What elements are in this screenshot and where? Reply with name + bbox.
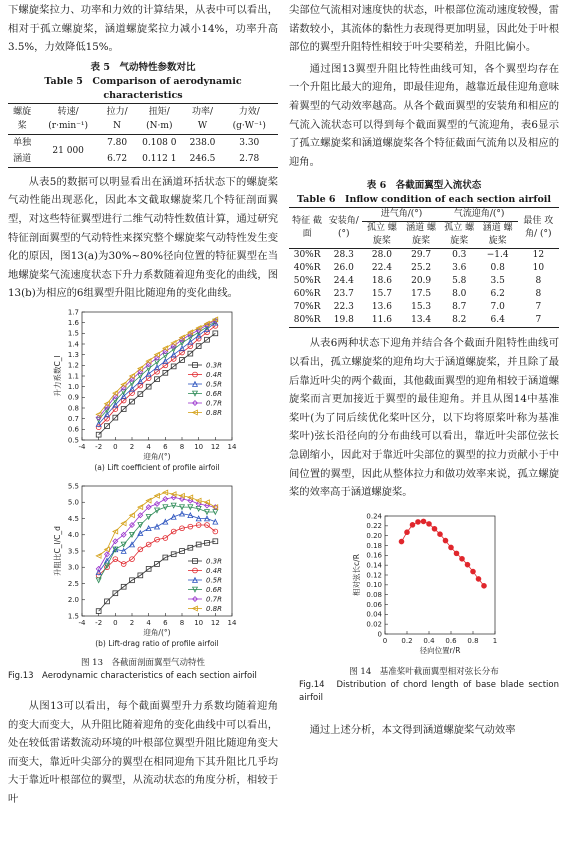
y-tick-label: 1.2 <box>67 361 79 370</box>
table-cell: 20.9 <box>411 276 432 287</box>
table-6 <box>289 179 559 328</box>
data-point <box>399 539 404 544</box>
legend-label: 0.8R <box>206 408 222 417</box>
paragraph: 通过上述分析，本文得到涵道螺旋桨气动效率 <box>309 723 516 736</box>
data-point <box>471 569 476 574</box>
data-point <box>482 583 487 588</box>
data-point <box>460 556 465 561</box>
table-cell: 70%R <box>293 302 321 313</box>
y-tick-label: 0.24 <box>366 512 382 521</box>
y-tick-label: 1.6 <box>67 319 79 328</box>
table-title-en: Table 6 Inflow condition of each section airfoil <box>297 194 551 206</box>
table-cell: 6.4 <box>490 315 505 326</box>
data-point <box>213 529 218 534</box>
table-cell: 17.5 <box>411 289 432 300</box>
table-row <box>289 288 559 301</box>
legend-label: 0.5R <box>206 576 222 585</box>
figure-caption-en: Fig.13 Aerodynamic characteristics of each section airfoil <box>8 670 257 681</box>
table-cell: 0.3 <box>452 250 467 261</box>
x-axis-label: 径向位置r/R <box>419 645 461 655</box>
data-point <box>421 519 426 524</box>
y-tick-label: 1.0 <box>67 383 79 392</box>
x-tick-label: 8 <box>179 442 185 451</box>
y-tick-label: 3.5 <box>67 547 79 556</box>
table-6-grid <box>289 207 559 328</box>
table-cell: 0.108 0 <box>142 137 177 148</box>
right-column <box>289 0 559 739</box>
x-axis-label: 迎角/(°) <box>143 451 171 461</box>
table-title-cn: 表 5 气动特性参数对比 <box>90 61 196 73</box>
table-cell: 7.80 <box>107 137 128 148</box>
y-tick-label: 5.5 <box>67 482 79 491</box>
table-5-grid <box>8 103 278 168</box>
chart-chord-distribution <box>289 510 559 660</box>
y-tick-label: 1.4 <box>67 340 79 349</box>
data-point <box>443 538 448 543</box>
chart-lift-drag-ratio <box>8 481 278 653</box>
x-tick-label: 6 <box>163 618 168 627</box>
data-point <box>438 531 443 536</box>
y-axis-label: 升阻比C_l/C_d <box>53 526 62 576</box>
data-point <box>449 545 454 550</box>
table-cell: 60%R <box>293 289 321 300</box>
y-tick-label: 1.1 <box>67 372 79 381</box>
data-point <box>465 562 470 567</box>
y-tick-label: 0.20 <box>366 531 382 540</box>
table-cell: 2.78 <box>239 153 260 164</box>
legend-label: 0.7R <box>206 595 222 604</box>
x-tick-label: -2 <box>95 442 103 451</box>
table-header: 力效/ (g·W⁻¹) <box>232 106 266 131</box>
table-cell: 25.2 <box>411 263 432 274</box>
x-tick-label: 6 <box>163 442 168 451</box>
y-tick-label: 0.06 <box>366 600 382 609</box>
figure-13 <box>8 307 278 683</box>
table-cell: 8 <box>535 276 542 287</box>
legend-label: 0.3R <box>206 361 222 370</box>
table-cell: −1.4 <box>486 250 509 261</box>
table-cell: 0.112 1 <box>142 153 177 164</box>
table-cell: 50%R <box>293 276 321 287</box>
paragraph: 尖部位气流相对速度快的状态，叶根部位流动速度较慢，雷诺数较小，其流体的黏性力表现得更加明显，因此处于叶根部位的翼型升阻特性相较于叶尖要稍差，升阻比偏小。 <box>289 4 559 54</box>
table-row <box>289 301 559 314</box>
table-cell: 0.8 <box>490 263 505 274</box>
y-tick-label: 5.0 <box>67 498 79 507</box>
table-header: 安装角/ (°) <box>325 208 362 249</box>
x-tick-label: -4 <box>78 442 86 451</box>
table-header-row <box>289 208 559 222</box>
table-cell: 15.3 <box>411 302 432 313</box>
table-cell: 238.0 <box>189 137 216 148</box>
table-cell: 6.72 <box>107 153 128 164</box>
table-cell: 22.4 <box>371 263 392 274</box>
x-tick-label: 10 <box>194 618 204 627</box>
y-tick-label: 0.6 <box>67 425 79 434</box>
table-6-body <box>289 249 559 328</box>
x-tick-label: -4 <box>78 618 86 627</box>
x-tick-label: 0 <box>113 618 118 627</box>
data-point <box>454 551 459 556</box>
table-cell: 40%R <box>293 263 321 274</box>
table-cell: 涵道 <box>13 153 32 164</box>
legend-label: 0.8R <box>206 604 222 613</box>
table-cell: 5.8 <box>452 276 467 287</box>
x-tick-label: 0.6 <box>445 636 457 645</box>
y-tick-label: 0.9 <box>67 393 79 402</box>
y-tick-label: 0.22 <box>366 521 382 530</box>
table-header: 转速/ (r·min⁻¹) <box>48 106 89 131</box>
x-tick-label: 4 <box>146 442 151 451</box>
figure-14 <box>289 510 559 705</box>
table-cell: 29.7 <box>411 250 432 261</box>
chart-title: (b) Lift-drag ratio of profile airfoil <box>95 638 219 648</box>
y-tick-label: 1.5 <box>67 329 79 338</box>
table-cell: 3.5 <box>490 276 505 287</box>
legend-label: 0.3R <box>206 557 222 566</box>
table-title-en: Table 5 Comparison of aerodynamic characteristics <box>44 75 242 101</box>
table-cell: 18.6 <box>371 276 392 287</box>
legend-label: 0.7R <box>206 399 222 408</box>
table-cell: 19.8 <box>333 315 354 326</box>
table-cell: 80%R <box>293 315 321 326</box>
y-tick-label: 4.5 <box>67 514 79 523</box>
x-tick-label: 14 <box>227 618 237 627</box>
x-tick-label: 0.2 <box>401 636 413 645</box>
paragraph: 下螺旋桨拉力、功率和力效的计算结果，从表中可以看出，相对于孤立螺旋桨，涵道螺旋桨拉力减小14%，功率升高3.5%，力效降低15%。 <box>8 4 278 54</box>
table-cell: 单独 <box>13 137 32 148</box>
table-row <box>289 262 559 275</box>
y-tick-label: 0.18 <box>366 541 382 550</box>
table-row <box>289 275 559 288</box>
table-cell: 7 <box>535 302 542 313</box>
y-tick-label: 4.0 <box>67 531 79 540</box>
data-point <box>427 521 432 526</box>
y-tick-label: 0.16 <box>366 551 382 560</box>
table-cell: 10 <box>532 263 545 274</box>
y-tick-label: 0 <box>377 630 382 639</box>
data-point <box>410 522 415 527</box>
data-point <box>213 505 218 510</box>
table-cell: 28.0 <box>371 250 392 261</box>
paragraph: 从表5的数据可以明显看出在涵道环括状态下的螺旋桨气动性能出现恶化，因此本文截取螺旋桨几个特征剖面翼型，对这些特征翼型进行二维气动特性数值计算，通过研究特征剖面翼型的气动特性来探究整个螺旋桨气动特性发生变化的原因，图13(a)为30%~80%径向位置的特征翼型在当地螺旋桨气流速度状态下升力系数随着迎角变化的曲线，图13(b)为相应的6组翼型升阻比随迎角的变化曲线。 <box>8 175 278 300</box>
table-subheader: 孤立 螺旋桨 <box>444 223 475 247</box>
table-cell: 13.4 <box>411 315 432 326</box>
x-tick-label: -2 <box>95 618 103 627</box>
legend-label: 0.4R <box>206 566 222 575</box>
y-tick-label: 2.0 <box>67 596 79 605</box>
table-cell: 3.30 <box>239 137 260 148</box>
y-tick-label: 0.08 <box>366 590 382 599</box>
table-cell: 7.0 <box>490 302 505 313</box>
x-tick-label: 8 <box>179 618 185 627</box>
table-cell: 7 <box>535 315 542 326</box>
x-tick-label: 10 <box>194 442 204 451</box>
y-tick-label: 1.7 <box>67 308 79 317</box>
data-point <box>405 530 410 535</box>
table-header: 螺旋桨 <box>13 106 32 131</box>
table-subheader: 孤立 螺旋桨 <box>366 223 397 247</box>
table-cell: 11.6 <box>371 315 392 326</box>
left-column <box>8 0 278 809</box>
y-tick-label: 0.04 <box>366 610 382 619</box>
y-tick-label: 1.3 <box>67 351 79 360</box>
y-tick-label: 1.5 <box>67 612 79 621</box>
legend-label: 0.6R <box>206 389 222 398</box>
table-cell: 28.3 <box>333 250 354 261</box>
table-cell: 26.0 <box>333 263 354 274</box>
y-tick-label: 3.0 <box>67 563 79 572</box>
y-tick-label: 0.8 <box>67 404 79 413</box>
y-tick-label: 0.14 <box>366 561 382 570</box>
data-point <box>432 526 437 531</box>
table-cell: 8.7 <box>452 302 467 313</box>
chart-lift-coefficient <box>8 307 278 477</box>
paragraph: 从图13可以看出，每个截面翼型升力系数均随着迎角的变大而变大，从升阻比随着迎角的变化曲线中可以看出，处在较低雷诺数流动环境的叶根部位翼型升阻比随迎角变大而变大，靠近叶尖部分的翼型在相同迎角下其升阻比几乎均大于靠近叶根部位的翼型，从流动状态的角度分析，相较于叶 <box>8 699 278 805</box>
figure-caption-en: Fig.14 Distribution of chord length of base blade section airfoil <box>299 679 559 703</box>
x-tick-label: 2 <box>129 442 135 451</box>
table-cell: 30%R <box>293 250 321 261</box>
x-tick-label: 0 <box>113 442 118 451</box>
table-cell: 8 <box>535 289 542 300</box>
x-tick-label: 0 <box>382 636 388 645</box>
y-axis-label: 相对弦长c/R <box>352 553 361 596</box>
table-header: 最佳 攻角/ (°) <box>518 208 559 249</box>
x-tick-label: 12 <box>210 442 220 451</box>
table-cell: 246.5 <box>189 153 216 164</box>
table-cell: 8.2 <box>452 315 467 326</box>
y-tick-label: 0.5 <box>67 436 79 445</box>
table-header: 扭矩/ (N·m) <box>146 106 173 131</box>
legend-label: 0.4R <box>206 370 222 379</box>
legend-label: 0.5R <box>206 380 222 389</box>
table-header: 进气角/(°) <box>362 208 440 222</box>
table-5 <box>8 61 278 168</box>
figure-caption-cn: 图 13 各截面剖面翼型气动特性 <box>80 657 206 668</box>
table-header: 特征 截面 <box>289 208 325 249</box>
y-axis-label: 升力系数C_l <box>53 355 62 397</box>
table-cell: 21 000 <box>52 145 84 156</box>
table-header-row <box>8 103 278 134</box>
table-cell: 24.4 <box>333 276 354 287</box>
y-tick-label: 0.7 <box>67 415 79 424</box>
chart-title: (a) Lift coefficient of profile airfoil <box>94 462 220 472</box>
table-cell: 23.7 <box>333 289 354 300</box>
x-tick-label: 0.4 <box>423 636 435 645</box>
table-header: 气流迎角/(°) <box>441 208 518 222</box>
x-tick-label: 2 <box>129 618 135 627</box>
table-row <box>289 249 559 263</box>
y-tick-label: 0.12 <box>366 571 382 580</box>
table-row <box>8 134 278 151</box>
x-tick-label: 14 <box>227 442 237 451</box>
table-header: 拉力/ N <box>106 106 128 131</box>
table-cell: 6.2 <box>490 289 505 300</box>
table-cell: 15.7 <box>371 289 392 300</box>
y-tick-label: 0.02 <box>366 620 382 629</box>
y-tick-label: 0.10 <box>366 580 382 589</box>
data-point <box>476 576 481 581</box>
table-row <box>289 314 559 328</box>
table-subheader: 涵道 螺旋桨 <box>406 223 437 247</box>
y-tick-label: 2.5 <box>67 579 79 588</box>
x-tick-label: 12 <box>210 618 220 627</box>
table-cell: 12 <box>532 250 545 261</box>
table-cell: 3.6 <box>452 263 467 274</box>
table-cell: 22.3 <box>333 302 354 313</box>
table-title-cn: 表 6 各截面翼型入流状态 <box>366 180 482 192</box>
table-subheader: 涵道 螺旋桨 <box>482 223 513 247</box>
legend-label: 0.6R <box>206 585 222 594</box>
x-tick-label: 0.8 <box>467 636 479 645</box>
table-header: 功率/ W <box>192 106 214 131</box>
paragraph: 从表6两种状态下迎角并结合各个截面升阻特性曲线可以看出，孤立螺旋桨的迎角均大于涵道螺旋桨，并且除了最后靠近叶尖的两个截面，其他截面翼型的迎角相较于涵道螺旋桨而言更加接近于翼型的最佳迎角。并且从图14中基准桨叶(为了同后续优化桨叶区分，以下均将原桨叶称为基准桨叶)弦长沿径向的分布曲线可以看出，靠近叶尖部位弦长急剧缩小，因此对于靠近叶尖部位的翼型的拉力贡献小于中间位置的翼型，因此从整体拉力和做功效率来说，孤立螺旋桨的效率高于涵道螺旋桨。 <box>289 337 559 499</box>
table-cell: 13.6 <box>371 302 392 313</box>
x-tick-label: 1 <box>492 636 498 645</box>
x-tick-label: 4 <box>146 618 151 627</box>
x-axis-label: 迎角/(°) <box>143 627 171 637</box>
table-cell: 8.0 <box>452 289 467 300</box>
paragraph: 通过图13翼型升阻比特性曲线可知，各个翼型均存在一个升阻比最大的迎角，即最佳迎角，越靠近最佳迎角意味着翼型的气动效率越高。从各个截面翼型的安装角和相应的气流入流状态可以得到每个截面翼型的气流迎角，表6显示了孤立螺旋桨和涵道螺旋桨各个特征截面气流角以及相应的迎角。 <box>289 62 559 168</box>
data-point <box>416 519 421 524</box>
figure-caption-cn: 图 14 基准桨叶截面翼型相对弦长分布 <box>349 666 499 677</box>
series-line <box>402 521 485 585</box>
data-point <box>213 519 218 524</box>
